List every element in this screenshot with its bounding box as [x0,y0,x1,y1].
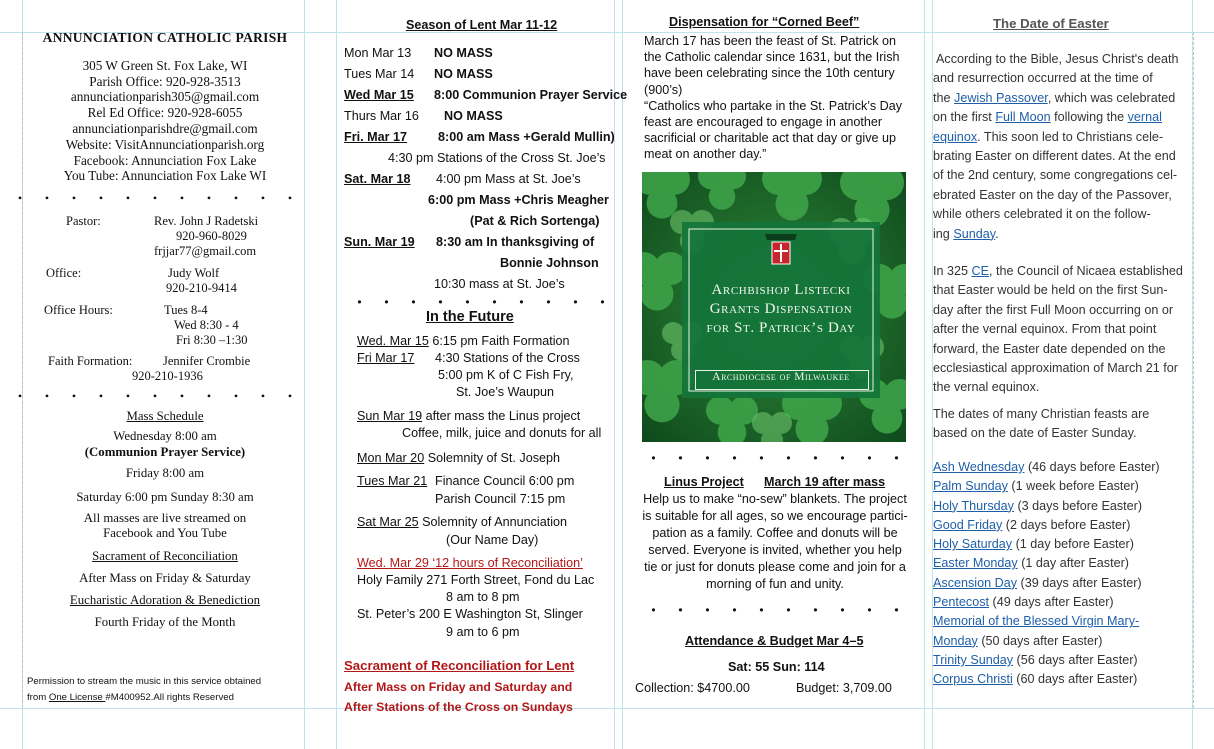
list-item: Trinity Sunday (56 days after Easter) [933,652,1138,667]
future-event: 5:00 pm K of C Fish Fry, [438,368,574,382]
schedule-event: 8:00 Communion Prayer Service [434,88,628,102]
easter-paragraph-1: According to the Bible, Jesus Christ's death and resurrection occurred at the time of the Jewish Passover, which was celebrated on the first Full Moon following the vernal equinox. This soon led to Christians cele- brating Easter on different dates. At the end of the 2nd century, some congregations cel- ebrated Easter on the day of the Passover, while others celebrated it on the follow- ing Sunday. [933,52,1179,241]
feast-link[interactable]: Ash Wednesday [933,460,1025,474]
livestream-platforms: Facebook and You Tube [103,526,227,541]
parish-email: annunciationparish305@gmail.com [70,89,260,105]
future-event: (Our Name Day) [446,533,539,547]
mass-schedule [22,408,308,630]
future-heading: In the Future [426,309,514,325]
faith-formation-name: Jennifer Crombie [163,354,251,369]
permission-note [27,674,261,706]
lent-reconciliation-heading: Sacrament of Reconciliation for Lent [344,658,575,673]
mass-schedule-heading: Mass Schedule [126,409,204,424]
rel-ed-office-phone: Rel Ed Office: 920-928-6055 [87,105,243,121]
easter-paragraph-3: The dates of many Christian feasts are based on the date of Easter Sunday. [933,407,1150,441]
lent-schedule-column [340,0,628,749]
parish-facebook: Facebook: Annunciation Fox Lake [73,152,257,168]
schedule-date: Thurs Mar 16 [344,109,419,123]
parish-info-column [17,0,308,749]
reconciliation-heading: Sacrament of Reconciliation [92,549,238,564]
lent-reconciliation-line1: After Mass on Friday and Saturday and [344,680,573,694]
future-event: after mass the Linus project [425,409,581,423]
divider-dots: • • • • • • • • • • [651,603,899,617]
schedule-event: NO MASS [434,67,493,81]
feast-link[interactable]: Monday [933,633,978,648]
list-item: Pentecost (49 days after Easter) [933,595,1114,610]
image-line-2: Grants Dispensation [709,301,853,317]
jewish-passover-link[interactable]: Jewish Passover [954,90,1048,105]
schedule-event: Bonnie Johnson [500,256,599,270]
schedule-event: 4:00 pm Mass at St. Joe’s [436,172,581,186]
divider-dots: • • • • • • • • • • • [17,389,293,404]
list-item: Ash Wednesday (46 days before Easter) [933,460,1160,474]
pastor-label: Pastor: [66,214,101,229]
schedule-event: 4:30 pm Stations of the Cross St. Joe’s [388,151,606,165]
schedule-date: Sun. Mar 19 [344,235,415,249]
feast-link[interactable]: Holy Saturday [933,537,1013,552]
office-hours-tue: Tues 8-4 [164,303,208,318]
future-event: St. Peter’s 200 E Washington St, Slinger [357,607,583,621]
list-item: Good Friday (2 days before Easter) [933,517,1131,532]
future-event: Solemnity of St. Joseph [427,451,561,465]
divider-dots: • • • • • • • • • • • [17,191,293,206]
office-hours-wed: Wed 8:30 - 4 [174,318,239,333]
feast-link[interactable]: Easter Monday [933,556,1018,571]
office-hours-fri: Fri 8:30 –1:30 [176,333,248,348]
future-date: Sun Mar 19 [357,409,423,423]
image-line-3: for St. Patrick’s Day [706,320,856,336]
feast-link[interactable]: Palm Sunday [933,479,1008,494]
permission-line-1: Permission to stream the music in this service obtained [27,676,262,687]
feast-link[interactable]: Ascension Day [933,575,1017,590]
linus-heading: Linus Project [664,475,744,489]
divider-dots: • • • • • • • • • • [357,295,605,309]
list-item: Holy Saturday (1 day before Easter) [933,537,1134,552]
dispensation-image [642,172,906,442]
sunday-link[interactable]: Sunday [953,226,996,241]
parish-website: Website: VisitAnnunciationparish.org [65,136,265,152]
pastor-phone: 920-960-8029 [176,229,247,244]
divider-dots: • • • • • • • • • • [651,451,899,465]
future-event: St. Joe’s Waupun [456,385,555,399]
feast-list [933,458,1195,690]
lent-heading: Season of Lent Mar 11-12 [406,18,558,32]
dispensation-text: March 17 has been the feast of St. Patrick on the Catholic calendar since 1631, but the Irish have been celebrating since the 10th century (900’s) “Catholics who partake in the St. Patrick’s Day feast are encouraged to engage in another sacrificial or charitable act that day or give up meat on another day.” [644,34,903,162]
future-date: Tues Mar 21 [357,474,428,488]
list-item: Corpus Christi (60 days after Easter) [933,672,1138,687]
budget-amount: Budget: 3,709.00 [796,681,892,695]
future-event: 4:30 Stations of the Cross [435,351,580,365]
mass-communion-service: (Communion Prayer Service) [84,445,246,460]
linus-text: Help us to make “no-sew” blankets. The project is suitable for all ages, so we encourage partici- pation as a family. Coffee and donuts will be served. Everyone is invited, whether you help tie or just for donuts please come and join for a morning of fun and unity. [642,492,908,591]
mass-wednesday: Wednesday 8:00 am [113,429,217,444]
schedule-event: 6:00 pm Mass +Chris Meagher [428,193,609,207]
rel-ed-email: annunciationparishdre@gmail.com [72,120,258,136]
vernal-link[interactable]: vernal [1127,110,1162,125]
list-item: Palm Sunday (1 week before Easter) [933,479,1139,494]
permission-line-2: from One License #M400952.All rights Reserved [27,692,234,703]
list-item [933,612,1195,631]
dispensation-column [630,0,920,749]
equinox-link[interactable]: equinox [933,129,978,144]
parish-name: ANNUNCIATION CATHOLIC PARISH [42,30,288,45]
future-event: Holy Family 271 Forth Street, Fond du Lac [357,573,595,587]
dispensation-heading: Dispensation for “Corned Beef” [669,15,860,29]
office-phone: 920-210-9414 [166,281,237,296]
future-event: 8 am to 8 pm [446,590,520,604]
one-license-link[interactable]: One License [48,692,106,703]
schedule-event: (Pat & Rich Sortenga) [470,214,600,228]
adoration-time: Fourth Friday of the Month [94,615,236,630]
easter-date-column [928,0,1192,749]
schedule-date: Tues Mar 14 [344,67,415,81]
schedule-event: NO MASS [434,46,493,60]
schedule-event: 8:30 am In thanksgiving of [436,235,595,249]
parish-youtube: You Tube: Annunciation Fox Lake WI [63,168,267,184]
ce-link[interactable]: CE [971,264,990,278]
future-event: Parish Council 7:15 pm [435,492,566,506]
schedule-date: Sat. Mar 18 [344,172,411,186]
easter-heading: The Date of Easter [993,16,1109,31]
pastor-email: frjjar77@gmail.com [154,244,257,259]
future-event: Solemnity of Annunciation [422,515,568,529]
future-date: Mon Mar 20 [357,451,425,465]
office-hours-label: Office Hours: [44,303,113,318]
schedule-date: Mon Mar 13 [344,46,412,60]
livestream-note: All masses are live streamed on [83,511,247,526]
attendance-heading: Attendance & Budget Mar 4–5 [685,634,864,648]
feast-link[interactable]: Trinity Sunday [933,652,1014,667]
parish-office-phone: Parish Office: 920-928-3513 [89,73,241,89]
adoration-heading: Eucharistic Adoration & Benediction [69,593,261,608]
schedule-event: 10:30 mass at St. Joe’s [434,277,565,291]
list-item: Ascension Day (39 days after Easter) [933,575,1142,590]
future-date: Wed. Mar 15 [357,334,429,348]
linus-date: March 19 after mass [764,475,886,489]
list-item: Holy Thursday (3 days before Easter) [933,498,1143,513]
feast-link[interactable]: Memorial of the Blessed Virgin Mary- [933,614,1140,629]
future-event: Finance Council 6:00 pm [435,474,575,488]
parish-address: 305 W Green St. Fox Lake, WI [82,57,248,73]
reconciliation-time: After Mass on Friday & Saturday [79,571,251,586]
schedule-event: NO MASS [444,109,503,123]
schedule-date: Fri. Mar 17 [344,130,407,144]
feast-link[interactable]: Good Friday [933,517,1003,532]
schedule-date: Wed Mar 15 [344,88,414,102]
image-banner: Archdiocese of Milwaukee [712,371,850,383]
lent-reconciliation-line2: After Stations of the Cross on Sundays [344,700,573,714]
full-moon-link[interactable]: Full Moon [995,110,1051,125]
mass-weekend: Saturday 6:00 pm Sunday 8:30 am [76,490,254,505]
attendance-counts: Sat: 55 Sun: 114 [728,660,825,674]
list-item: Monday (50 days after Easter) [933,633,1103,648]
future-event: 6:15 pm Faith Formation [432,334,570,348]
office-label: Office: [46,266,82,281]
future-date: Fri Mar 17 [357,351,415,365]
faith-formation-phone: 920-210-1936 [132,369,203,384]
schedule-event: 8:00 am Mass +Gerald Mullin) [438,130,615,144]
future-event: Coffee, milk, juice and donuts for all [402,426,602,440]
office-name: Judy Wolf [168,266,220,281]
feast-link[interactable]: Holy Thursday [933,498,1014,513]
feast-link[interactable]: Pentecost [933,595,990,610]
easter-paragraph-2: In 325 CE, the Council of Nicaea established that Easter would be held on the first Sun- day after the first Full Moon occurring on or after the vernal equinox. From that point forward, the Easter date depended on the ecclesiastical approximation of March 21 for the vernal equinox. [933,264,1183,395]
mass-friday: Friday 8:00 am [125,466,205,481]
collection-amount: Collection: $4700.00 [635,681,750,695]
pastor-name: Rev. John J Radetski [154,214,259,229]
list-item: Easter Monday (1 day after Easter) [933,556,1129,571]
reconciliation-event: Wed. Mar 29 ‘12 hours of Reconciliation’ [357,556,583,570]
future-event: 9 am to 6 pm [446,625,520,639]
staff-directory [22,214,308,384]
faith-formation-label: Faith Formation: [48,354,133,369]
image-line-1: Archbishop Listecki [711,282,851,298]
future-date: Sat Mar 25 [357,515,419,529]
feast-link[interactable]: Corpus Christi [933,672,1013,687]
